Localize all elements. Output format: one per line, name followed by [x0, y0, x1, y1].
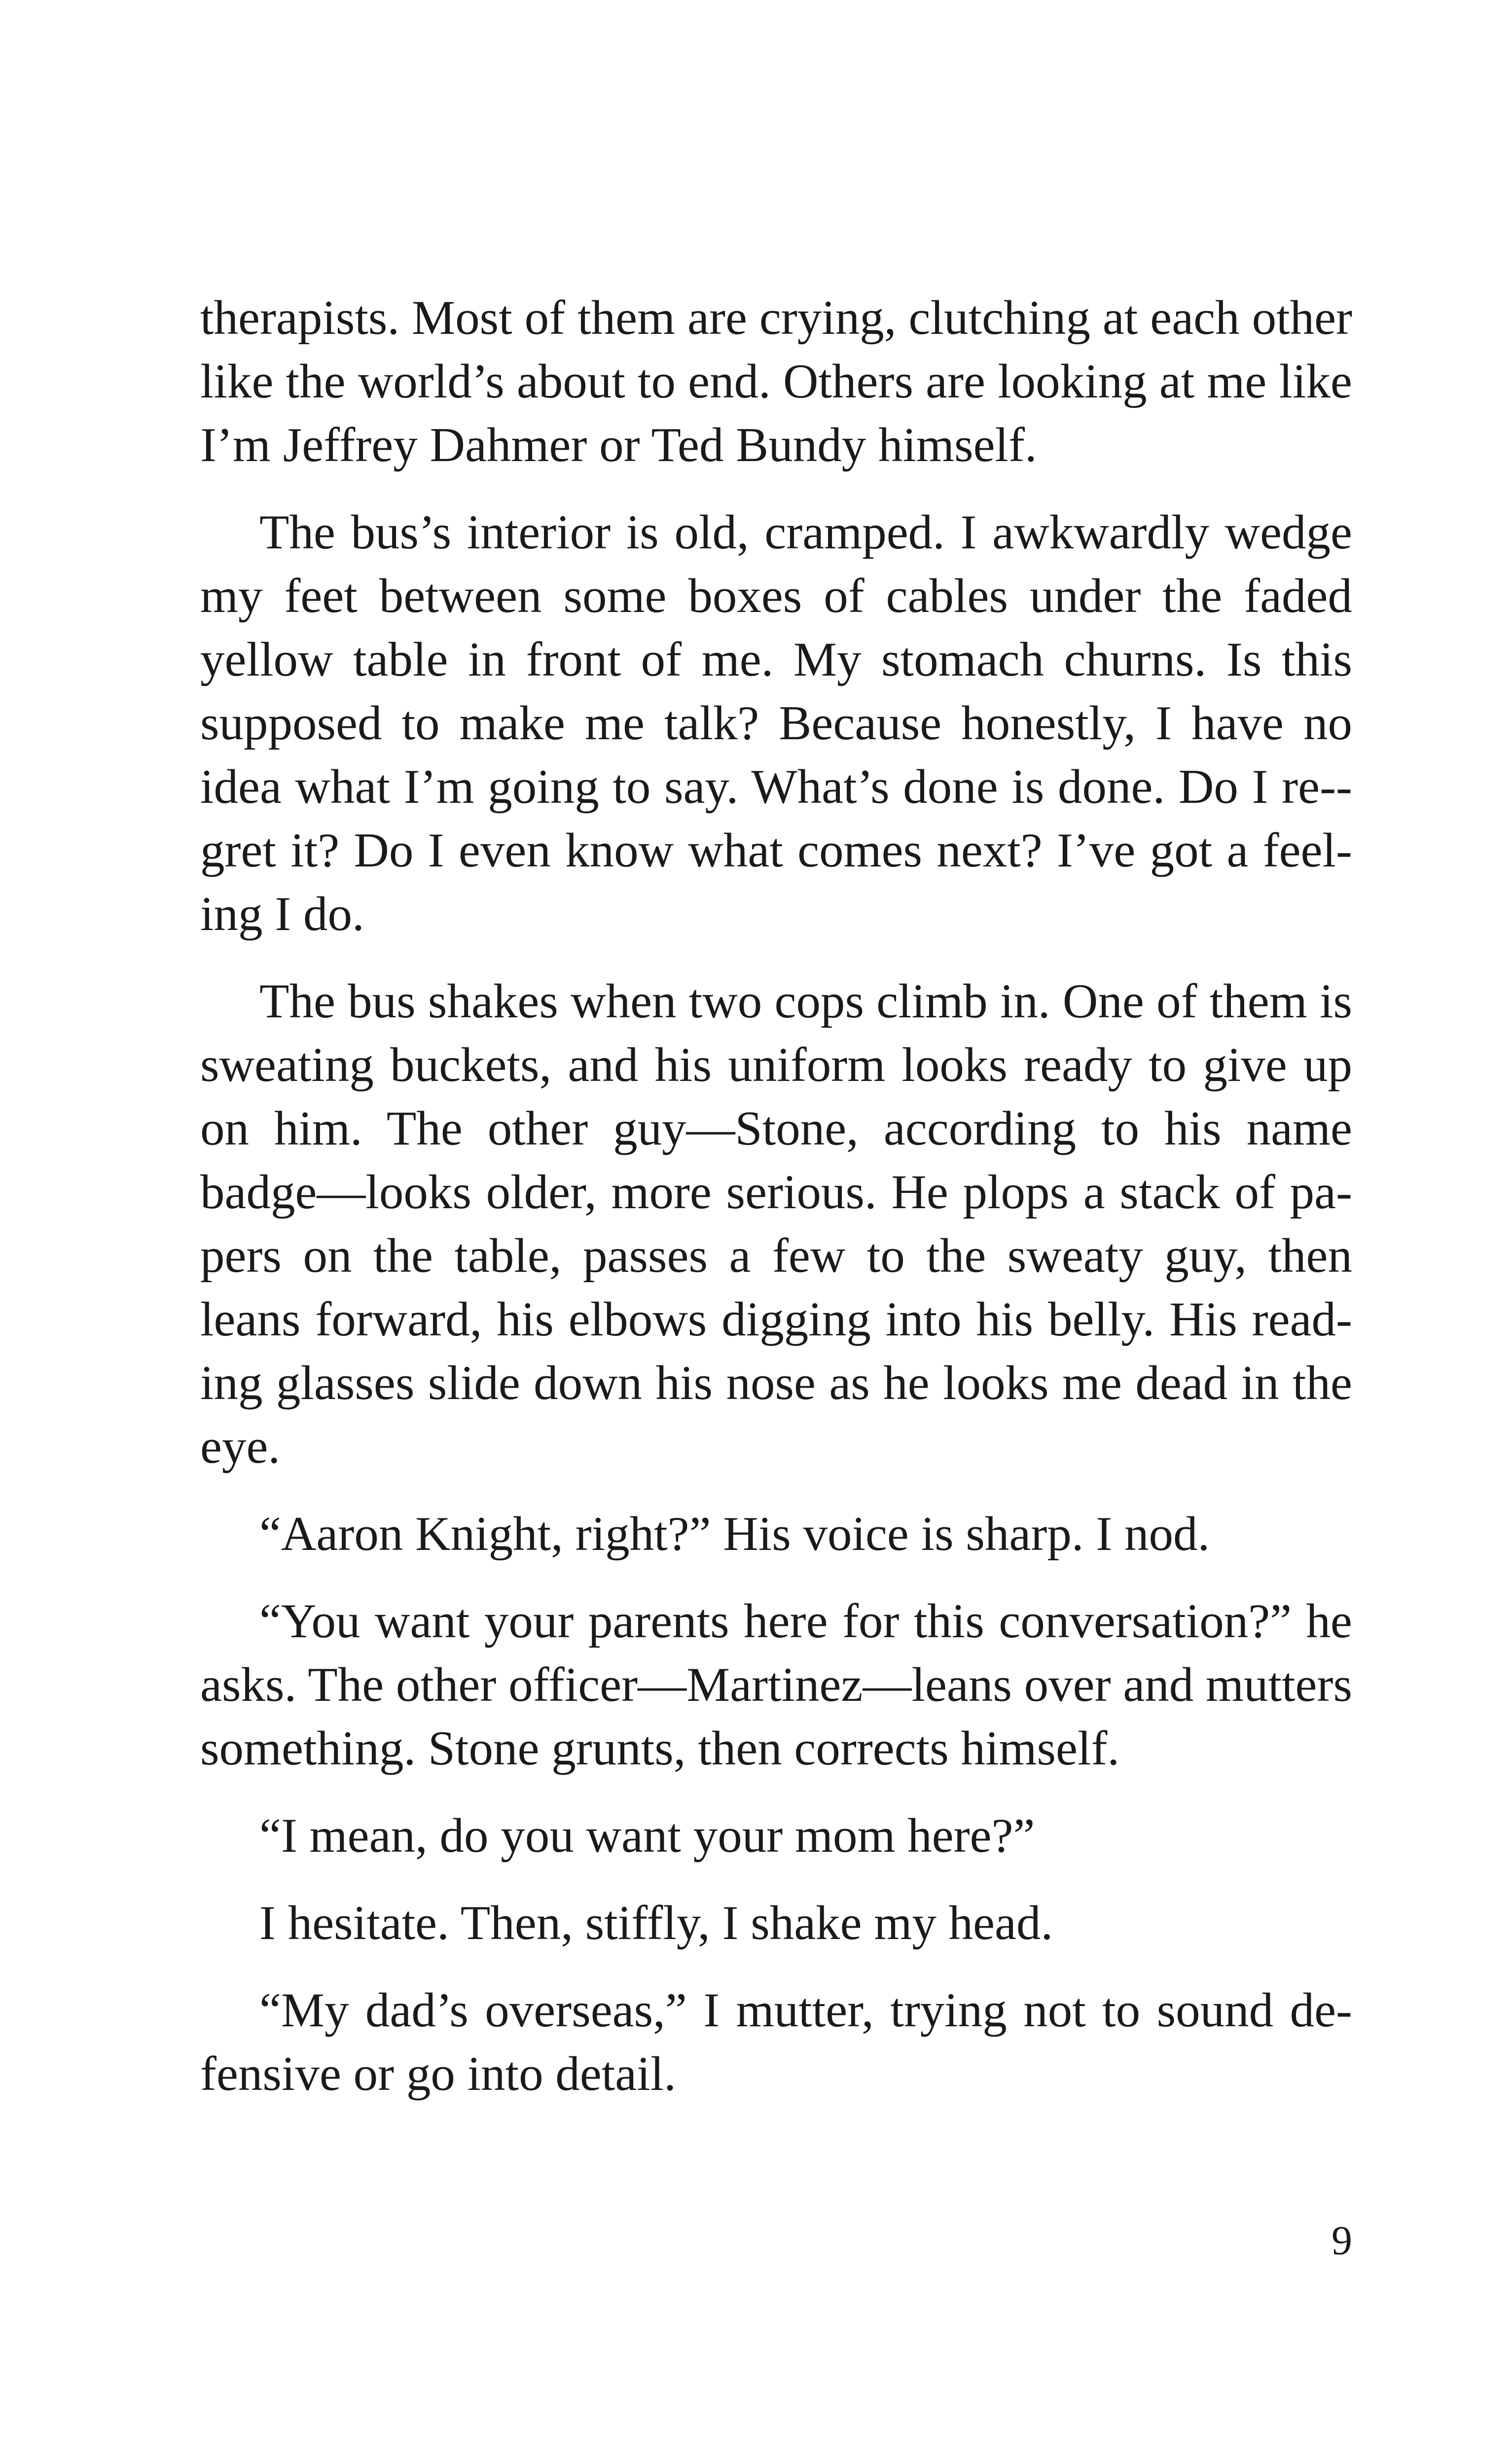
- paragraph-8: “My dad’s overseas,” I mutter, trying not to sound defensive or go into detail.: [200, 1983, 1352, 2101]
- paragraph-7: I hesitate. Then, stiffly, I shake my head.: [259, 1896, 1053, 1950]
- body-text: [200, 286, 1352, 2129]
- paragraph-2: The bus’s interior is old, cramped. I awkwardly wedge my feet between some boxes of cables under the faded yellow table in front of me. My stomach churns. Is this supposed to make me talk? Because honestly, I have no idea what I’m going to say. What’s done is done. Do I re-gret it? Do I even know what comes next? I’ve got a feeling I do.: [200, 505, 1352, 941]
- paragraph-3: The bus shakes when two cops climb in. One of them is sweating buckets, and his uniform looks ready to give up on him. The other guy—Stone, according to his name badge—looks older, more serious. He plops a stack of papers on the table, passes a few to the sweaty guy, then leans forward, his elbows digging into his belly. His reading glasses slide down his nose as he looks me dead in the eye.: [200, 974, 1352, 1474]
- page-number: 9: [1332, 2218, 1352, 2264]
- paragraph-4: “Aaron Knight, right?” His voice is sharp. I nod.: [259, 1507, 1210, 1561]
- paragraph-6: “I mean, do you want your mom here?”: [259, 1809, 1035, 1863]
- paragraph-1: therapists. Most of them are crying, clutching at each other like the world’s about to end. Others are looking at me like I’m Jeffrey Dahmer or Ted Bundy himself.: [200, 291, 1352, 472]
- paragraph-5: “You want your parents here for this conversation?” he asks. The other officer—Martinez—leans over and mutters something. Stone grunts, then corrects himself.: [200, 1594, 1352, 1775]
